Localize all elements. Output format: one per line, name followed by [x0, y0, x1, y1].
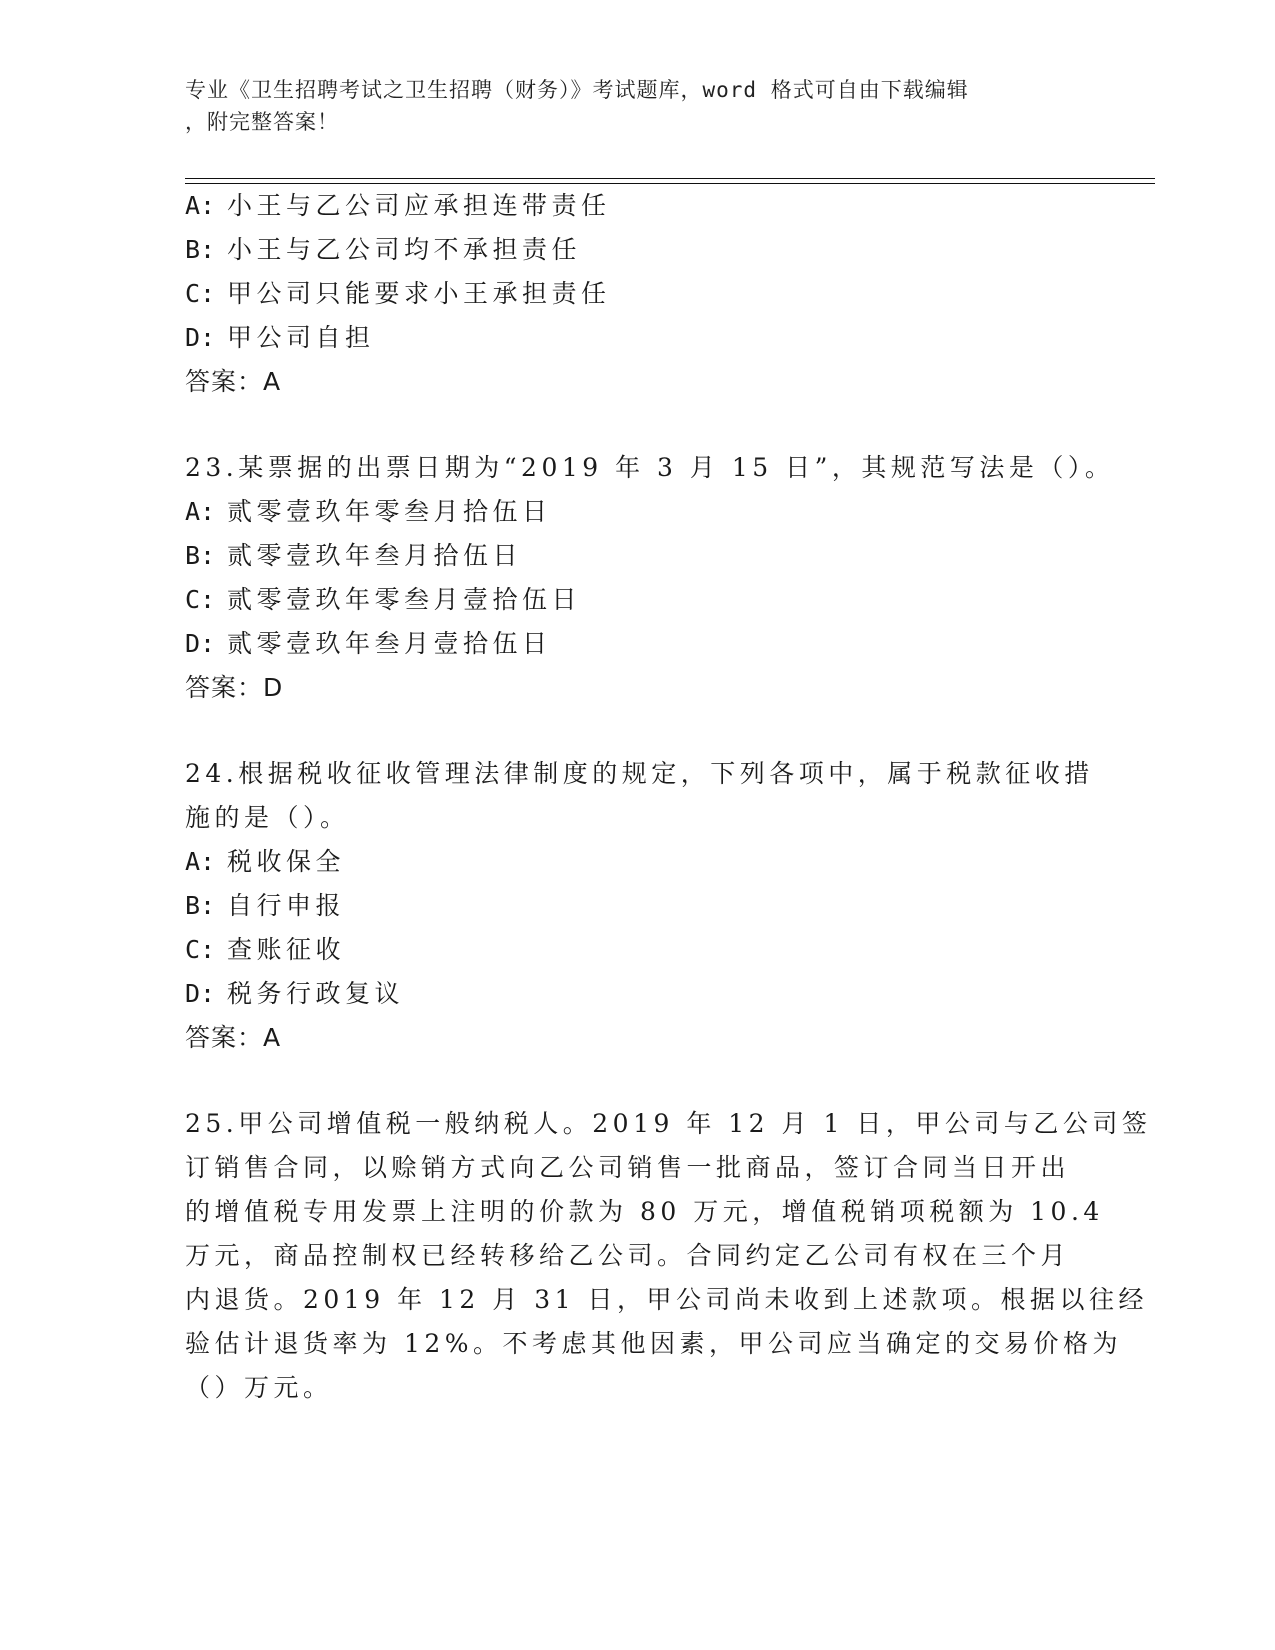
option-d [185, 624, 552, 660]
option-a [185, 186, 611, 222]
header-line-1: 专业《卫生招聘考试之卫生招聘（财务）》考试题库，word 格式可自由下载编辑 [185, 78, 969, 102]
question-25-stem-line-2: 订销售合同，以赊销方式向乙公司销售一批商品，签订合同当日开出 [185, 1153, 1071, 1182]
option-text: 贰零壹玖年零叁月拾伍日 [227, 497, 552, 526]
question-25-stem-line-7: （）万元。 [185, 1373, 333, 1402]
question-24-stem-line-1: 24.根据税收征收管理法律制度的规定，下列各项中，属于税款征收措 [185, 759, 1094, 788]
option-letter: A: [185, 191, 216, 220]
answer-label: 答案：D [185, 673, 284, 702]
question-25-stem-line-5: 内退货。2019 年 12 月 31 日，甲公司尚未收到上述款项。根据以往经 [185, 1285, 1148, 1314]
header-line-2: ，附完整答案！ [185, 110, 339, 134]
option-text: 小王与乙公司均不承担责任 [227, 235, 582, 264]
option-c [185, 580, 581, 616]
option-letter: C: [185, 585, 216, 614]
option-letter: C: [185, 935, 216, 964]
option-b [185, 230, 581, 266]
option-b [185, 536, 522, 572]
option-letter: A: [185, 847, 216, 876]
question-25-stem-line-6: 验估计退货率为 12%。不考虑其他因素，甲公司应当确定的交易价格为 [185, 1329, 1123, 1358]
option-text: 小王与乙公司应承担连带责任 [227, 191, 611, 220]
answer-label: 答案：A [185, 367, 282, 396]
option-text: 查账征收 [227, 935, 346, 964]
option-letter: A: [185, 497, 216, 526]
question-23-stem: 23.某票据的出票日期为“2019 年 3 月 15 日”，其规范写法是（）。 [185, 453, 1115, 482]
question-25-stem-line-3: 的增值税专用发票上注明的价款为 80 万元，增值税销项税额为 10.4 [185, 1197, 1104, 1226]
option-text: 税务行政复议 [227, 979, 405, 1008]
question-25-stem-line-1: 25.甲公司增值税一般纳税人。2019 年 12 月 1 日，甲公司与乙公司签 [185, 1109, 1152, 1138]
option-text: 贰零壹玖年叁月壹拾伍日 [227, 629, 552, 658]
option-letter: B: [185, 235, 216, 264]
question-24-stem-line-2: 施的是（）。 [185, 803, 350, 832]
answer-label: 答案：A [185, 1023, 282, 1052]
option-c [185, 930, 345, 966]
option-text: 自行申报 [227, 891, 346, 920]
option-text: 甲公司只能要求小王承担责任 [227, 279, 611, 308]
option-letter: D: [185, 979, 216, 1008]
option-letter: B: [185, 891, 216, 920]
option-a [185, 492, 552, 528]
option-a [185, 842, 345, 878]
header-divider-bottom [185, 183, 1155, 184]
question-25-stem-line-4: 万元，商品控制权已经转移给乙公司。合同约定乙公司有权在三个月 [185, 1241, 1071, 1270]
option-letter: D: [185, 629, 216, 658]
option-text: 贰零壹玖年叁月拾伍日 [227, 541, 523, 570]
option-letter: D: [185, 323, 216, 352]
option-d [185, 318, 375, 354]
option-d [185, 974, 404, 1010]
option-letter: B: [185, 541, 216, 570]
option-b [185, 886, 345, 922]
option-text: 贰零壹玖年零叁月壹拾伍日 [227, 585, 582, 614]
document-header [185, 74, 1085, 138]
option-text: 甲公司自担 [227, 323, 375, 352]
header-divider-top [185, 178, 1155, 179]
option-c [185, 274, 611, 310]
option-text: 税收保全 [227, 847, 346, 876]
option-letter: C: [185, 279, 216, 308]
